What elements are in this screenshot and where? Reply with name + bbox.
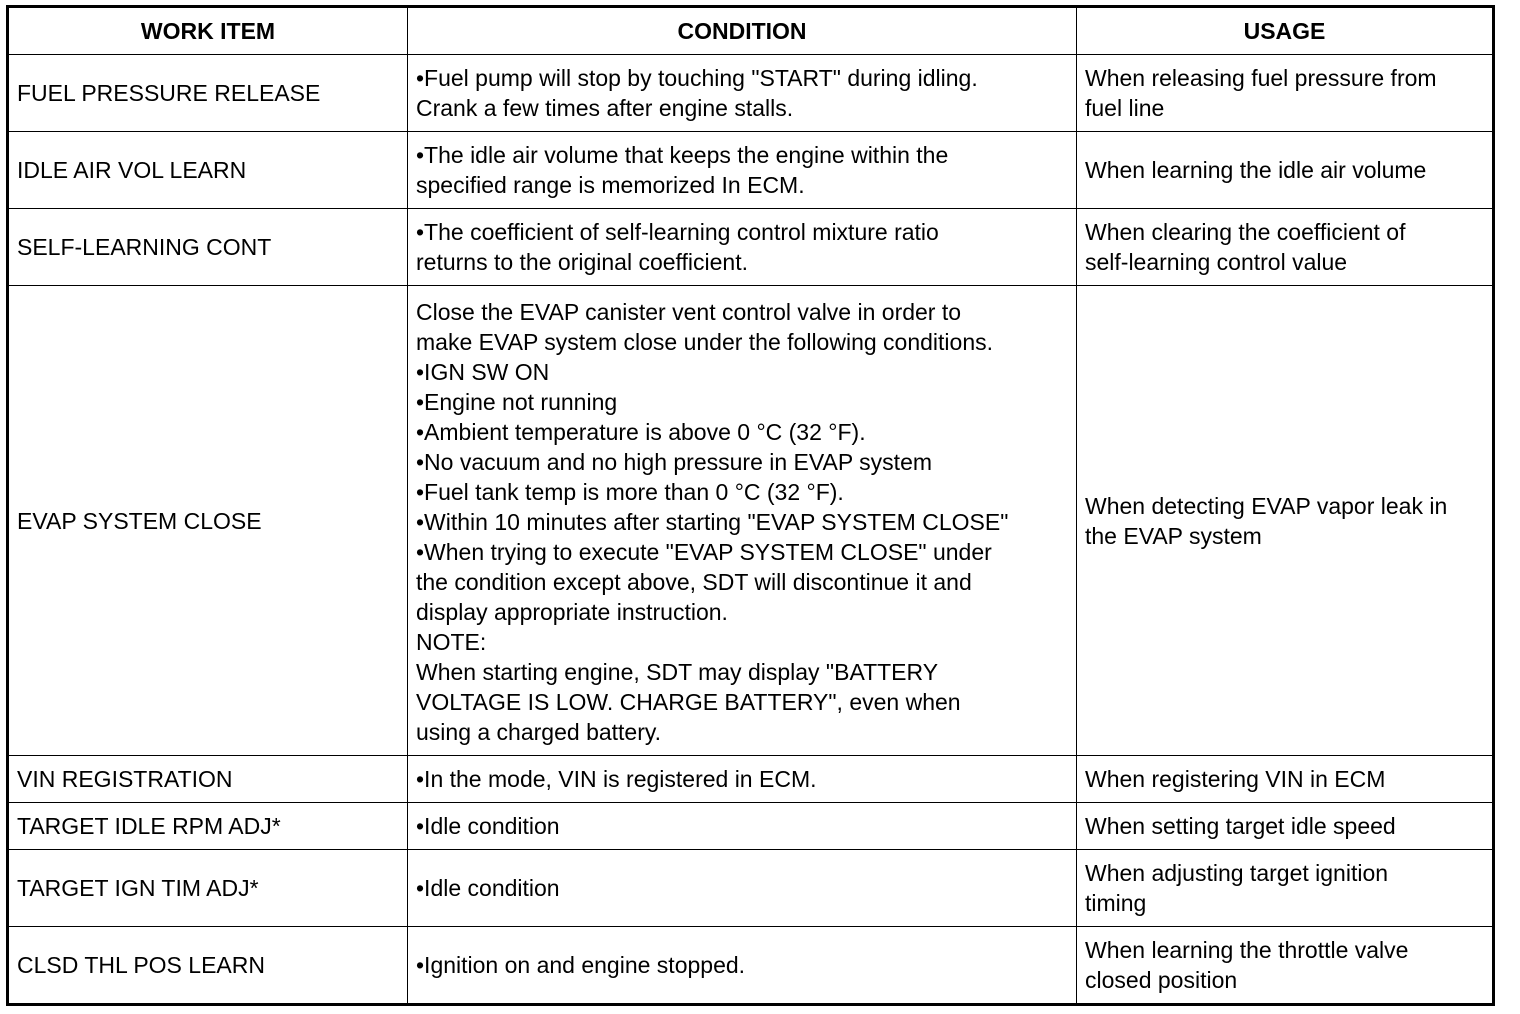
usage-line: When learning the idle air volume [1085, 157, 1427, 183]
usage-line: When adjusting target ignition [1085, 860, 1389, 886]
usage-line: the EVAP system [1085, 522, 1262, 549]
header-condition: CONDITION [408, 7, 1077, 55]
usage-cell [1077, 803, 1494, 850]
usage-cell [1077, 850, 1494, 927]
condition-line: •The idle air volume that keeps the engine within the [416, 142, 949, 168]
work-item-cell: EVAP SYSTEM CLOSE [8, 286, 408, 756]
condition-cell [408, 132, 1077, 209]
condition-line: display appropriate instruction. [416, 598, 728, 625]
table-row [8, 850, 1494, 927]
condition-cell [408, 209, 1077, 286]
usage-line: fuel line [1085, 95, 1165, 121]
usage-line: closed position [1085, 967, 1238, 993]
usage-line: When learning the throttle valve [1085, 937, 1409, 963]
condition-line: NOTE: [416, 628, 487, 655]
usage-cell [1077, 132, 1494, 209]
table-row [8, 209, 1494, 286]
condition-line: •Idle condition [416, 875, 560, 901]
condition-line: •No vacuum and no high pressure in EVAP system [416, 448, 933, 475]
table-row [8, 756, 1494, 803]
condition-line: the condition except above, SDT will discontinue it and [416, 568, 972, 595]
table-row [8, 286, 1494, 756]
condition-line: Close the EVAP canister vent control valve in order to [416, 298, 962, 325]
work-item-cell: TARGET IDLE RPM ADJ* [8, 803, 408, 850]
work-item-cell: CLSD THL POS LEARN [8, 927, 408, 1005]
work-item-cell: SELF-LEARNING CONT [8, 209, 408, 286]
usage-cell [1077, 756, 1494, 803]
condition-line: Crank a few times after engine stalls. [416, 95, 794, 121]
usage-line: When clearing the coefficient of [1085, 219, 1406, 245]
condition-cell [408, 756, 1077, 803]
usage-cell [1077, 927, 1494, 1005]
condition-line: returns to the original coefficient. [416, 249, 748, 275]
usage-line: timing [1085, 890, 1147, 916]
header-row [8, 7, 1494, 55]
condition-line: •Ignition on and engine stopped. [416, 952, 746, 978]
usage-line: When registering VIN in ECM [1085, 766, 1386, 792]
header-work-item: WORK ITEM [8, 7, 408, 55]
condition-cell [408, 850, 1077, 927]
table-row [8, 927, 1494, 1005]
work-item-cell: TARGET IGN TIM ADJ* [8, 850, 408, 927]
condition-line: •Fuel pump will stop by touching "START" during idling. [416, 65, 978, 91]
condition-line: make EVAP system close under the following conditions. [416, 328, 993, 355]
usage-line: self-learning control value [1085, 249, 1348, 275]
condition-line: •IGN SW ON [416, 358, 550, 385]
condition-line: •When trying to execute "EVAP SYSTEM CLOSE" under [416, 538, 992, 565]
condition-cell [408, 927, 1077, 1005]
condition-line: •The coefficient of self-learning control mixture ratio [416, 219, 939, 245]
work-item-cell: FUEL PRESSURE RELEASE [8, 55, 408, 132]
table-row [8, 132, 1494, 209]
work-item-cell: IDLE AIR VOL LEARN [8, 132, 408, 209]
condition-line: •Fuel tank temp is more than 0 °C (32 °F). [416, 478, 844, 505]
condition-line: •Engine not running [416, 388, 618, 415]
usage-cell [1077, 286, 1494, 756]
condition-line: •Idle condition [416, 813, 560, 839]
condition-cell [408, 286, 1077, 756]
condition-line: specified range is memorized In ECM. [416, 172, 805, 198]
work-item-cell: VIN REGISTRATION [8, 756, 408, 803]
usage-line: When releasing fuel pressure from [1085, 65, 1437, 91]
condition-line: •In the mode, VIN is registered in ECM. [416, 766, 817, 792]
usage-cell [1077, 209, 1494, 286]
usage-cell [1077, 55, 1494, 132]
usage-line: When setting target idle speed [1085, 813, 1396, 839]
condition-cell [408, 55, 1077, 132]
table-row [8, 55, 1494, 132]
condition-line: •Ambient temperature is above 0 °C (32 °F). [416, 418, 866, 445]
condition-cell [408, 803, 1077, 850]
condition-line: using a charged battery. [416, 718, 662, 745]
header-usage: USAGE [1077, 7, 1494, 55]
condition-line: When starting engine, SDT may display "BATTERY [416, 658, 939, 685]
usage-line: When detecting EVAP vapor leak in [1085, 492, 1448, 519]
table-row [8, 803, 1494, 850]
condition-line: VOLTAGE IS LOW. CHARGE BATTERY", even when [416, 688, 961, 715]
condition-line: •Within 10 minutes after starting "EVAP SYSTEM CLOSE" [416, 508, 1009, 535]
work-support-table [6, 5, 1495, 1006]
